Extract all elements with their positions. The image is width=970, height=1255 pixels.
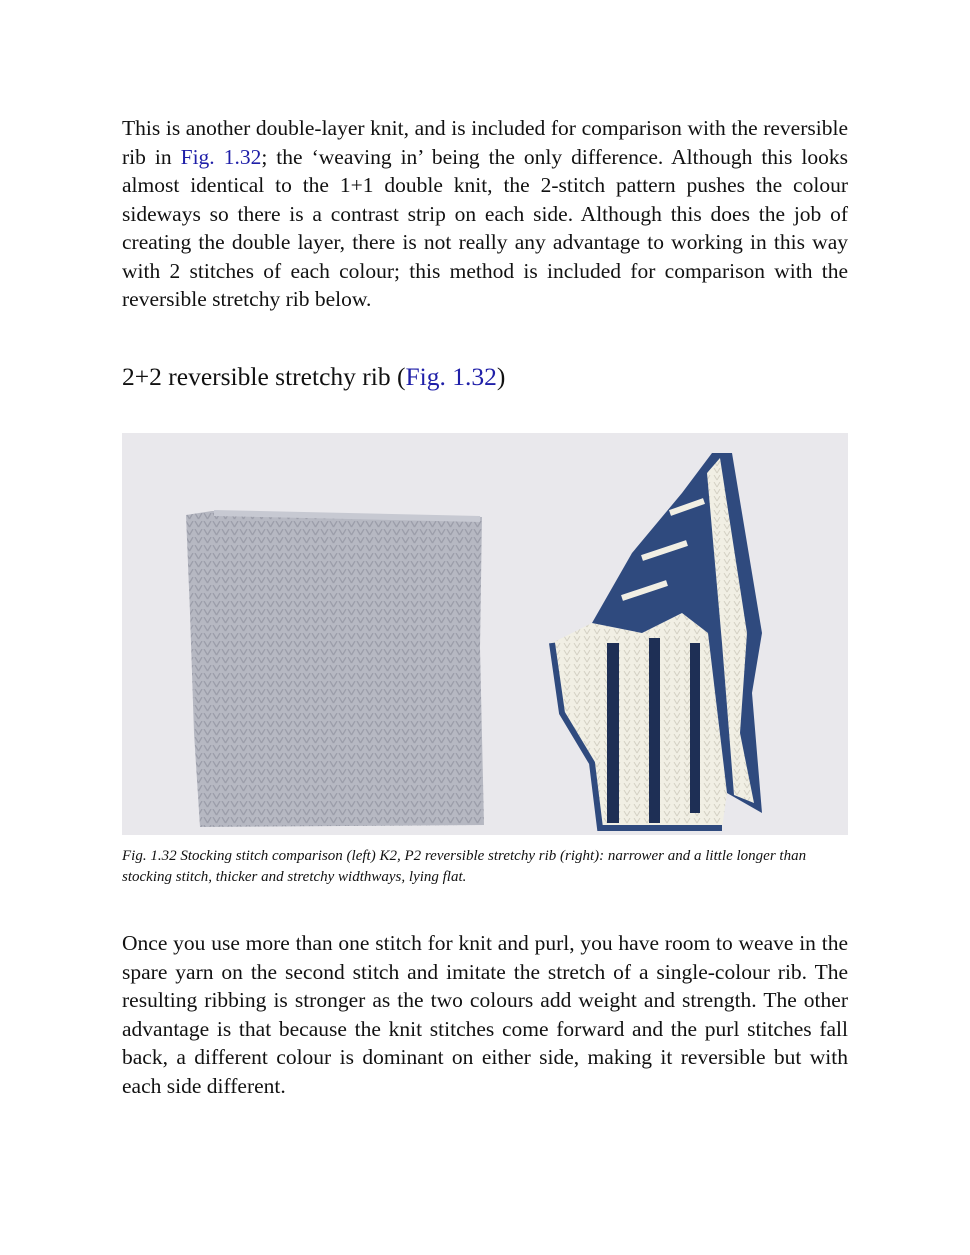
- heading-figure-link[interactable]: Fig. 1.32: [405, 362, 497, 391]
- figure-caption: Fig. 1.32 Stocking stitch comparison (left) K2, P2 reversible stretchy rib (right): narrower and a little longer than stocking stitch, thicker and stretchy widthways, lying flat.: [122, 848, 807, 885]
- body-paragraph: Once you use more than one stitch for knit and purl, you have room to weave in the spare yarn on the second stitch and imitate the stretch of a single-colour rib. The resulting ribbing is stronger as the two colours add weight and strength. The other advantage is that because the knit stitches come forward and the purl stitches fall back, a different colour is dominant on either side, making it reversible but with each side different.: [122, 931, 848, 1098]
- intro-text-start: This is another double-layer knit, and is included for comparison with the reversible rib in: [122, 116, 848, 169]
- heading-close-paren: ): [496, 362, 506, 391]
- heading-text: 2+2 reversible stretchy rib (: [122, 362, 406, 391]
- figure-photo: [122, 433, 848, 835]
- section-heading: [122, 362, 505, 392]
- knit-swatches-illustration: [122, 433, 848, 835]
- figure-link[interactable]: Fig. 1.32: [180, 144, 262, 169]
- intro-text-end: ; the ‘weaving in’ being the only difference. Although this looks almost identical to the 1+1 double knit, the 2-stitch pattern pushes the colour sideways so there is a contrast strip on each side. Although this does the job of creating the double layer, there is not really any advantage to working in this way with 2 stitches of each colour; this method is included for comparison with the reversible stretchy rib below.: [122, 144, 848, 311]
- grey-swatch: [186, 511, 484, 827]
- intro-paragraph: [122, 114, 848, 314]
